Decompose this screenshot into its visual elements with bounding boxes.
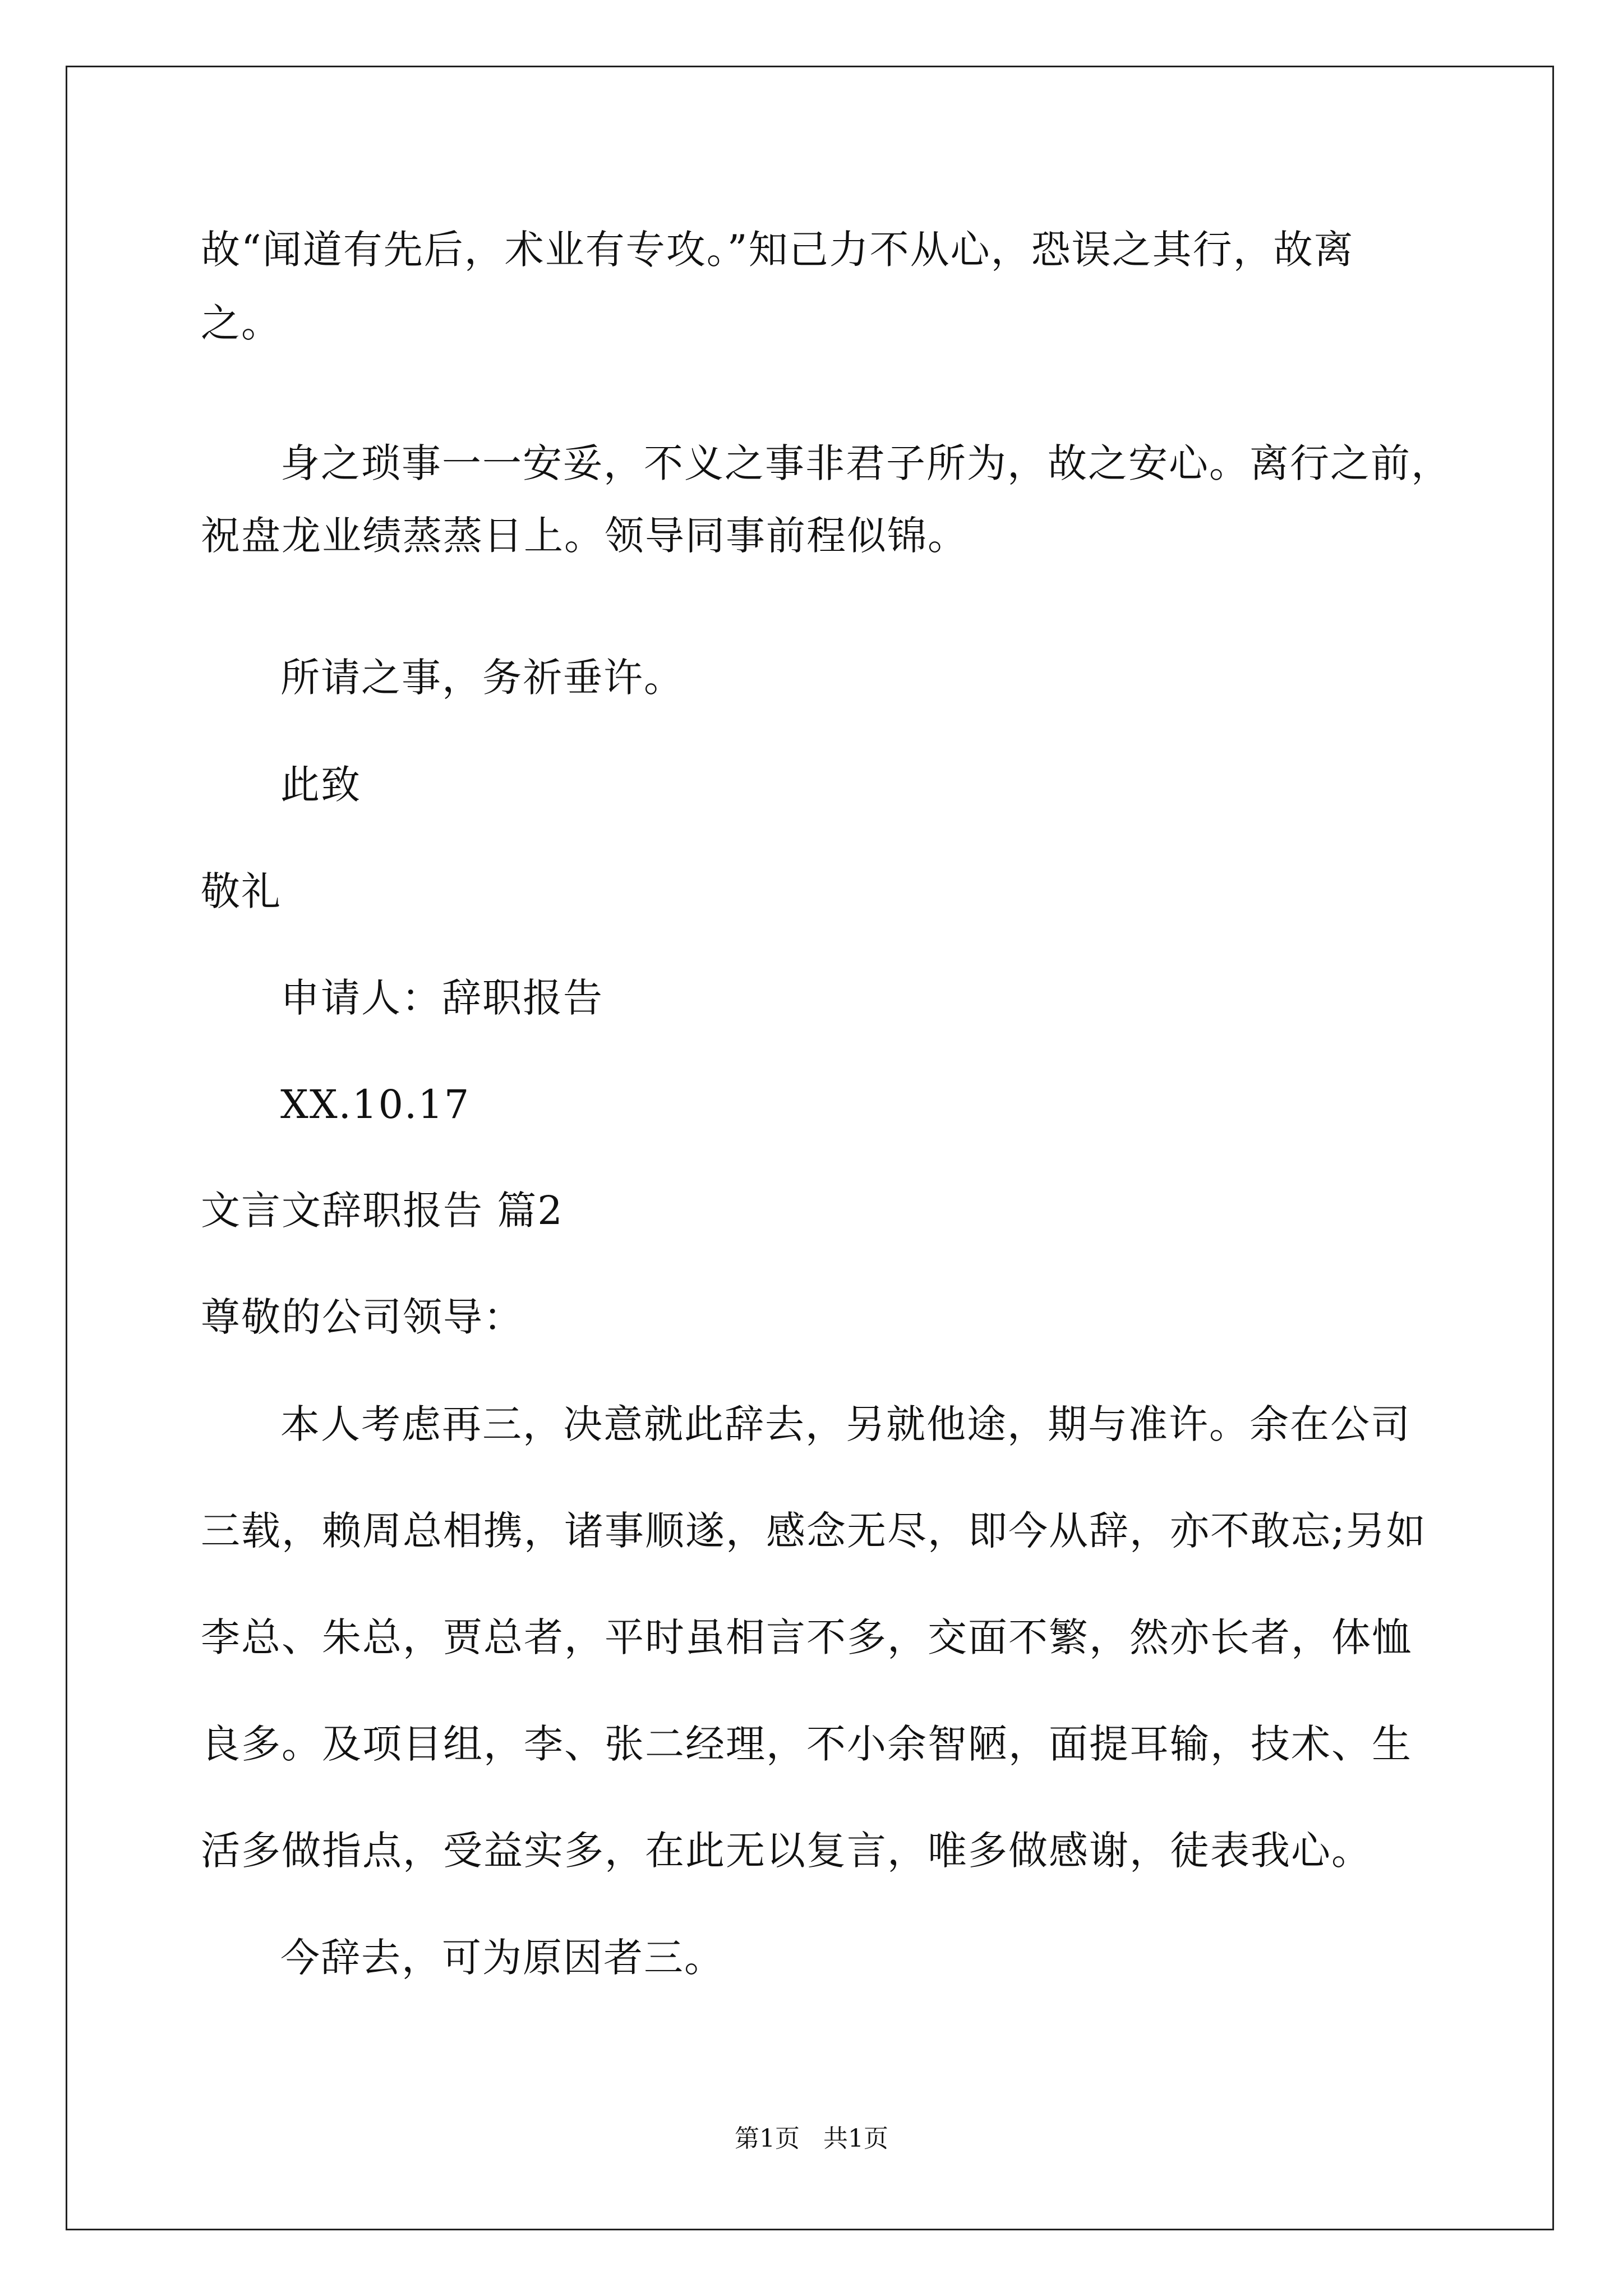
salutation-line: 尊敬的公司领导：	[201, 1294, 524, 1340]
page-border	[66, 66, 1554, 2230]
paragraph-line: 之。	[201, 300, 282, 346]
paragraph-line: 祝盘龙业绩蒸蒸日上。领导同事前程似锦。	[201, 513, 968, 559]
section-heading: 文言文辞职报告 篇2	[201, 1188, 564, 1234]
date-line: XX.10.17	[280, 1082, 471, 1128]
closing-line: 此致	[280, 762, 361, 808]
paragraph-line: 良多。及项目组，李、张二经理，不小余智陋，面提耳输，技术、生	[201, 1721, 1412, 1767]
applicant-line: 申请人：辞职报告	[280, 975, 603, 1021]
paragraph-line: 活多做指点，受益实多，在此无以复言，唯多做感谢，徒表我心。	[201, 1828, 1372, 1874]
paragraph-line: 今辞去，可为原因者三。	[280, 1935, 725, 1981]
page-number-footer: 第1页 共1页	[735, 2124, 888, 2153]
paragraph-line: 本人考虑再三，决意就此辞去，另就他途，期与准许。余在公司	[280, 1401, 1411, 1447]
paragraph-line: 三载，赖周总相携，诸事顺遂，感念无尽，即今从辞，亦不敢忘;另如	[201, 1508, 1427, 1554]
paragraph-line: 身之琐事一一安妥，不义之事非君子所为，故之安心。离行之前，	[280, 440, 1451, 486]
paragraph-line: 李总、朱总，贾总者，平时虽相言不多，交面不繁，然亦长者，体恤	[201, 1614, 1412, 1660]
paragraph-line: 故“闻道有先后，术业有专攻。”知己力不从心，恐误之其行，故离	[201, 227, 1354, 273]
closing-salutation: 敬礼	[201, 868, 282, 914]
paragraph-line: 所请之事，务祈垂许。	[280, 655, 684, 701]
